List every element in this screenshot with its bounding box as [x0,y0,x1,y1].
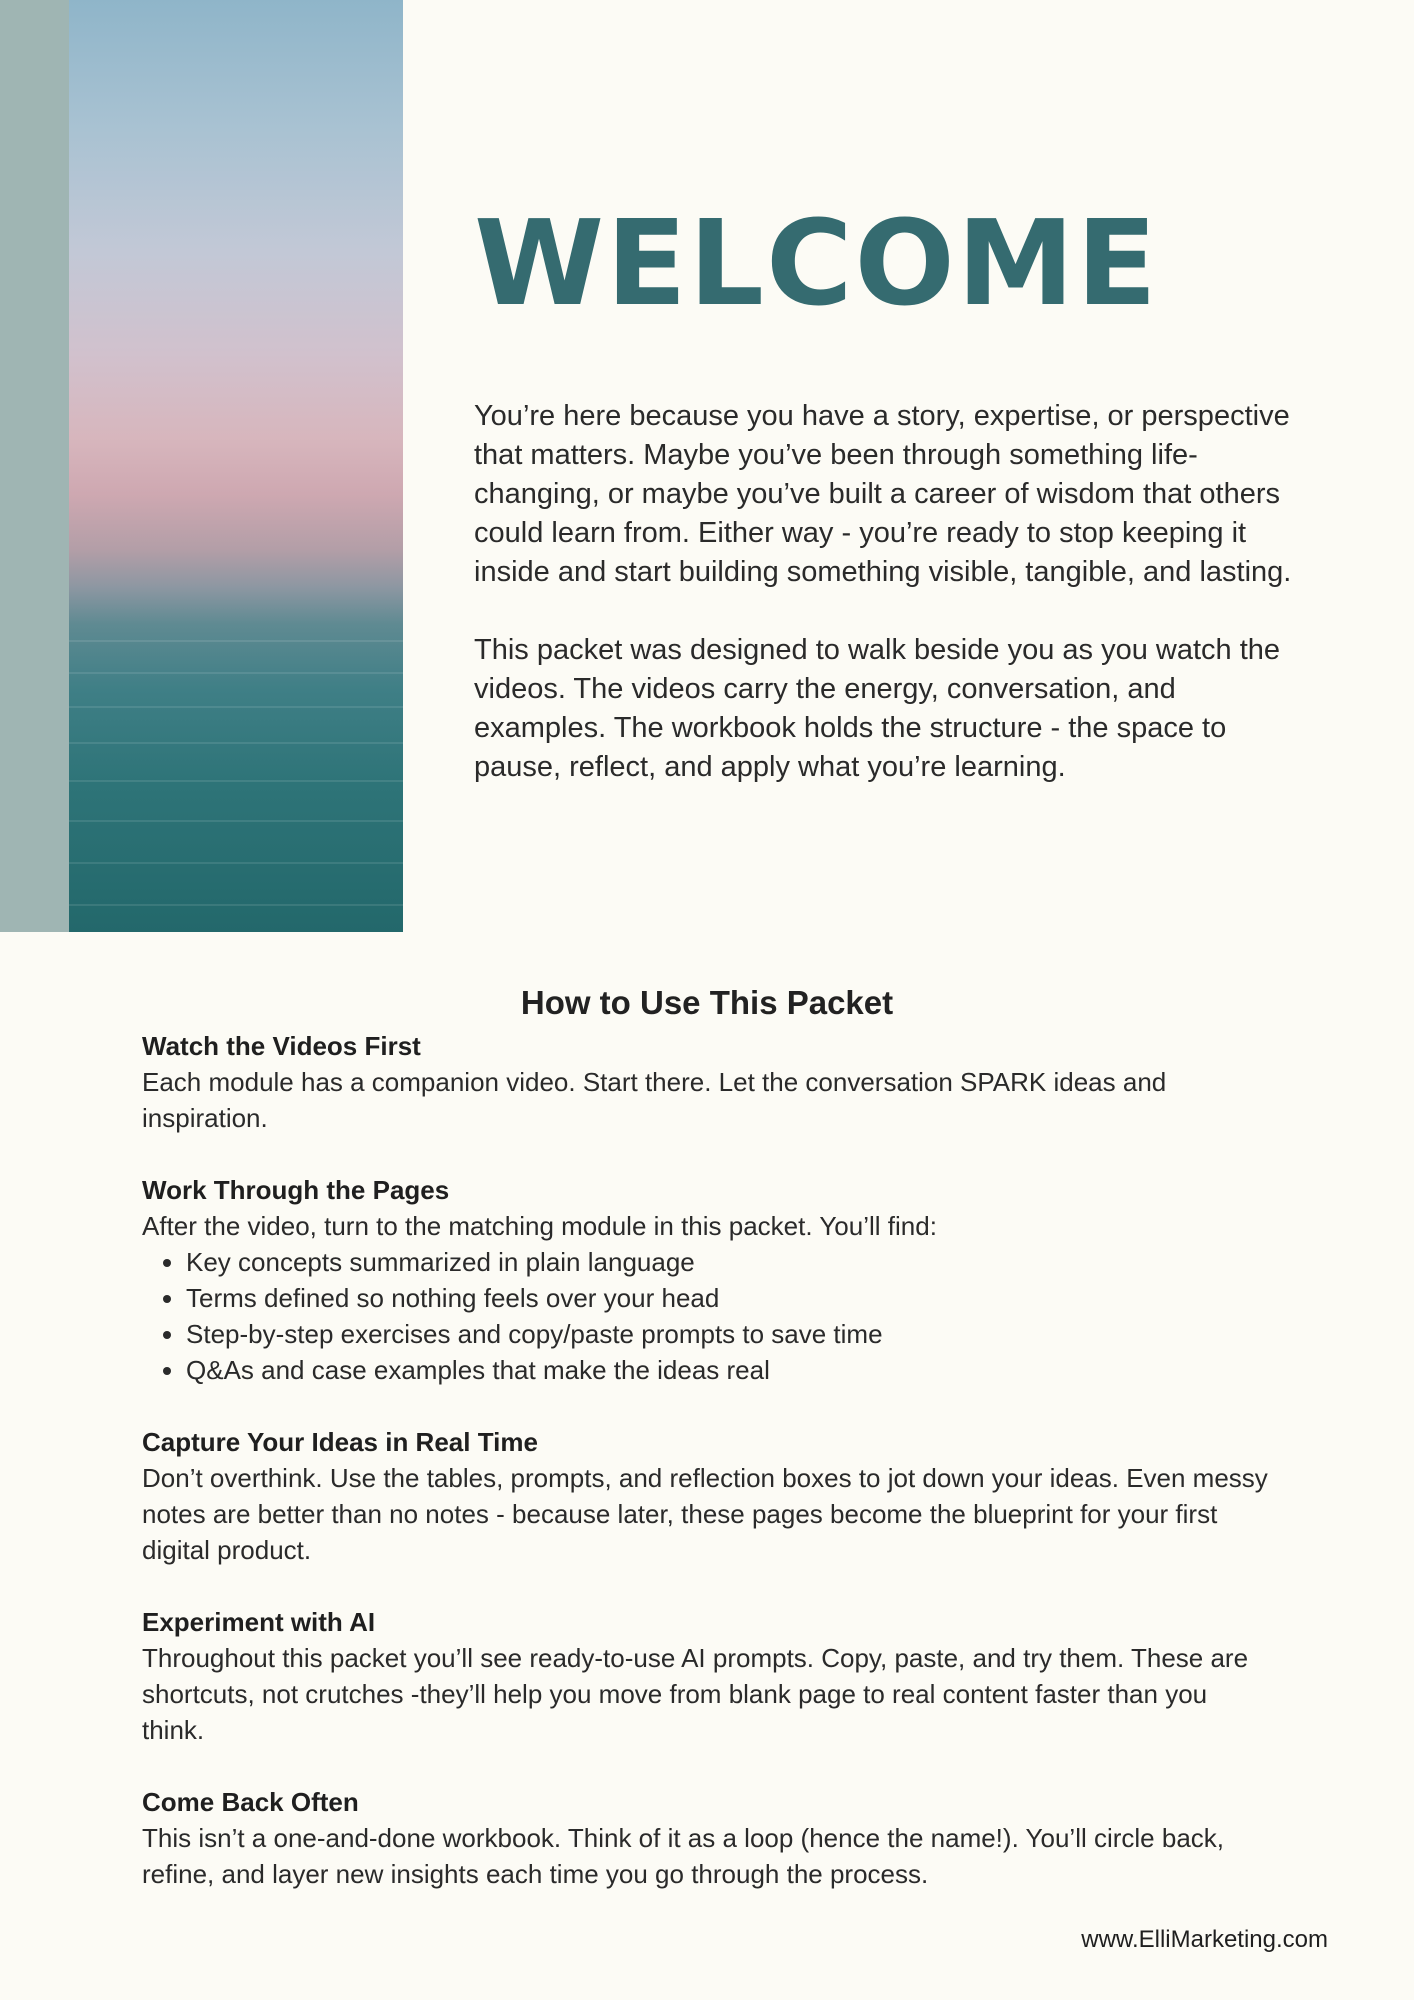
howto-item-watch-videos [142,1028,1272,1136]
item-title: Experiment with AI [142,1607,376,1637]
item-body: Each module has a companion video. Start there. Let the conversation SPARK ideas and inspiration. [142,1067,1167,1133]
bullet-list [142,1244,1272,1388]
howto-item-experiment-ai [142,1604,1272,1748]
howto-item-come-back [142,1784,1272,1892]
item-title: Capture Your Ideas in Real Time [142,1427,538,1457]
item-body: After the video, turn to the matching module in this packet. You’ll find: [142,1211,937,1241]
intro-paragraph: This packet was designed to walk beside you as you watch the videos. The videos carry the energy, conversation, and examples. The workbook holds the structure - the space to pause, reflect, and apply what you’re learning. [474,634,1281,783]
how-to-use-section [142,982,1272,1928]
item-title: Come Back Often [142,1787,359,1817]
side-color-band [0,0,69,932]
intro-text [474,397,1314,826]
page-title: WELCOME [474,194,1159,332]
website-link[interactable]: www.ElliMarketing.com [1081,1926,1328,1953]
item-body: This isn’t a one-and-done workbook. Think of it as a loop (hence the name!). You’ll circle back, refine, and layer new insights each time you go through the process. [142,1823,1225,1889]
howto-item-work-through-pages [142,1172,1272,1388]
item-title: Work Through the Pages [142,1175,450,1205]
list-item: • Key concepts summarized in plain language [186,1244,1272,1280]
list-item: • Step-by-step exercises and copy/paste prompts to save time [186,1316,1272,1352]
list-item: • Terms defined so nothing feels over your head [186,1280,1272,1316]
ocean-sunset-photo [69,0,403,932]
list-item: • Q&As and case examples that make the ideas real [186,1352,1272,1388]
howto-item-capture-ideas [142,1424,1272,1568]
item-title: Watch the Videos First [142,1031,421,1061]
item-body: Don’t overthink. Use the tables, prompts, and reflection boxes to jot down your ideas. Even messy notes are better than no notes - because later, these pages become the blueprint for your first digital product. [142,1463,1268,1565]
intro-paragraph: You’re here because you have a story, expertise, or perspective that matters. Maybe you’ve been through something life-changing, or maybe you’ve built a career of wisdom that others could learn from. Either way - you’re ready to stop keeping it inside and start building something visible, tangible, and lasting. [474,400,1292,588]
item-body: Throughout this packet you’ll see ready-to-use AI prompts. Copy, paste, and try them. These are shortcuts, not crutches -they’ll help you move from blank page to real content faster than you think. [142,1643,1249,1745]
section-heading: How to Use This Packet [520,984,894,1021]
